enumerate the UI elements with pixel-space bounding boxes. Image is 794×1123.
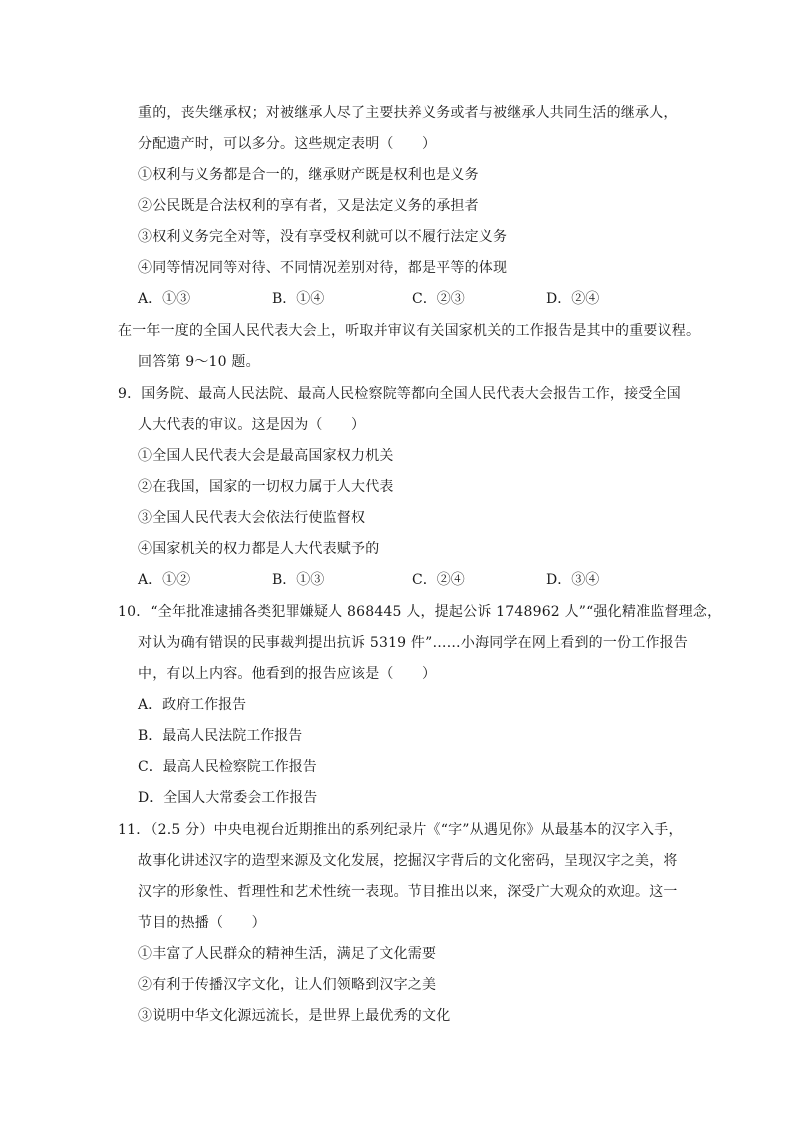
q9-option-a: A．①② xyxy=(138,572,191,588)
q8-option-d: D．②④ xyxy=(546,291,600,307)
q8-stem-line-2: 分配遗产时，可以多分。这些规定表明（ ） xyxy=(138,136,437,152)
q9-option-d: D．③④ xyxy=(546,572,600,588)
q8-option-a: A．①③ xyxy=(138,291,191,307)
q9-statement-4: ④国家机关的权力都是人大代表赋予的 xyxy=(138,541,380,557)
q11-stem-line-2: 故事化讲述汉字的造型来源及文化发展，挖掘汉字背后的文化密码，呈现汉字之美，将 xyxy=(138,853,678,869)
q9-option-b: B．①③ xyxy=(272,572,325,588)
q8-option-c: C．②③ xyxy=(412,291,465,307)
q11-stem-line-4: 节目的热播（ ） xyxy=(138,915,266,931)
q9-stem-line-2: 人大代表的审议。这是因为（ ） xyxy=(138,417,366,433)
q9-statement-1: ①全国人民代表大会是最高国家权力机关 xyxy=(138,448,394,464)
q10-stem-line-1: 10．“全年批准逮捕各类犯罪嫌疑人 868445 人，提起公诉 1748962 人”“强化精准监督理念， xyxy=(118,604,722,620)
q10-option-a: A．政府工作报告 xyxy=(138,697,247,713)
q9-stem-line-1: 9．国务院、最高人民法院、最高人民检察院等都向全国人民代表大会报告工作，接受全国 xyxy=(118,386,681,402)
q10-stem-line-3: 中，有以上内容。他看到的报告应该是（ ） xyxy=(138,666,437,682)
q10-option-d: D．全国人大常委会工作报告 xyxy=(138,790,318,806)
q11-stem-line-1: 11．（2.5 分）中央电视台近期推出的系列纪录片《“字”从遇见你》从最基本的汉字入手， xyxy=(118,822,683,838)
q10-stem-line-2: 对认为确有错误的民事裁判提出抗诉 5319 件”……小海同学在网上看到的一份工作报告 xyxy=(138,635,689,651)
q9-option-c: C．②④ xyxy=(412,572,465,588)
q8-statement-4: ④同等情况同等对待、不同情况差别对待，都是平等的体现 xyxy=(138,260,508,276)
q8-option-b: B．①④ xyxy=(272,291,325,307)
q11-statement-3: ③说明中华文化源远流长，是世界上最优秀的文化 xyxy=(138,1008,451,1024)
intro-line-2: 回答第 9～10 题。 xyxy=(138,354,260,370)
q11-statement-2: ②有利于传播汉字文化，让人们领略到汉字之美 xyxy=(138,977,437,993)
q9-statement-3: ③全国人民代表大会依法行使监督权 xyxy=(138,510,366,526)
intro-line-1: 在一年一度的全国人民代表大会上，听取并审议有关国家机关的工作报告是其中的重要议程。 xyxy=(118,323,701,339)
q10-option-b: B．最高人民法院工作报告 xyxy=(138,728,303,744)
q8-statement-1: ①权利与义务都是合一的，继承财产既是权利也是义务 xyxy=(138,167,479,183)
q11-statement-1: ①丰富了人民群众的精神生活，满足了文化需要 xyxy=(138,946,437,962)
q8-statement-2: ②公民既是合法权利的享有者，又是法定义务的承担者 xyxy=(138,198,479,214)
q8-stem-line-1: 重的，丧失继承权；对被继承人尽了主要扶养义务或者与被继承人共同生活的继承人， xyxy=(138,105,678,121)
q10-option-c: C．最高人民检察院工作报告 xyxy=(138,759,317,775)
q11-stem-line-3: 汉字的形象性、哲理性和艺术性统一表现。节目推出以来，深受广大观众的欢迎。这一 xyxy=(138,884,678,900)
q9-statement-2: ②在我国，国家的一切权力属于人大代表 xyxy=(138,479,394,495)
q8-statement-3: ③权利义务完全对等，没有享受权利就可以不履行法定义务 xyxy=(138,229,508,245)
